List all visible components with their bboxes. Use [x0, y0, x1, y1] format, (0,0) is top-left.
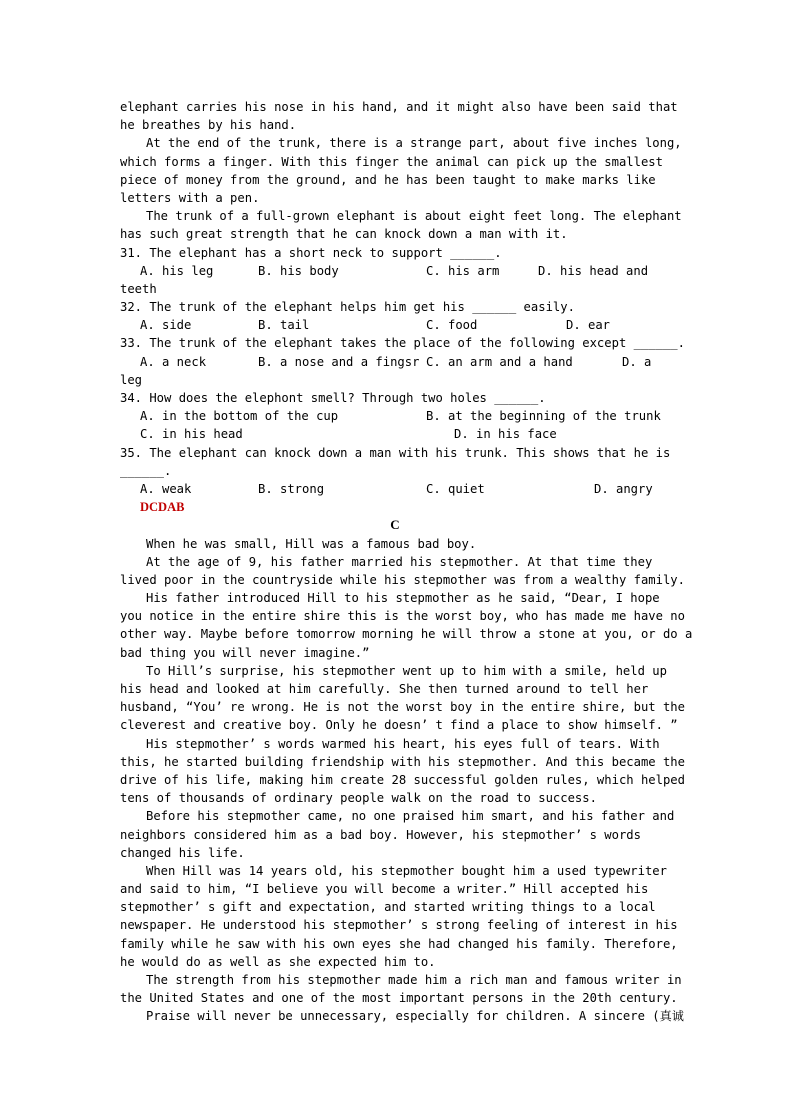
text-line: you notice in the entire shire this is the worst boy, who has made me have no	[120, 609, 685, 624]
text-line: lived poor in the countryside while his stepmother was from a wealthy family.	[120, 572, 685, 587]
option-row	[120, 407, 670, 425]
text-line: At the age of 9, his father married his stepmother. At that time they	[146, 554, 653, 569]
option-b: B. his body	[258, 263, 339, 278]
section-title: C	[390, 517, 400, 533]
text-line: husband, “You’ re wrong. He is not the worst boy in the entire shire, but the	[120, 700, 685, 715]
text-line: The trunk of a full-grown elephant is about eight feet long. The elephant	[146, 209, 682, 224]
section-c-passage	[120, 535, 693, 1026]
text-line: His stepmother’ s words warmed his heart, his eyes full of tears. With	[146, 736, 660, 751]
option-d: D. his head and	[538, 263, 649, 278]
text-line: leg	[120, 372, 143, 387]
text-line: stepmother’ s gift and expectation, and started writing things to a local	[120, 900, 656, 915]
text-line: cleverest and creative boy. Only he doesn’ t find a place to show himself. ”	[120, 718, 678, 733]
option-row	[120, 262, 670, 280]
text-line: letters with a pen.	[120, 190, 260, 205]
text-line: he would do as well as she expected him to.	[120, 954, 436, 969]
text-line: his head and looked at him carefully. She then turned around to tell her	[120, 682, 649, 696]
text-line: family while he saw with his own eyes she had changed his family. Therefore,	[120, 936, 678, 951]
option-c: C. quiet	[426, 481, 485, 496]
question-34	[120, 389, 670, 444]
question-stem: 34. How does the elephont smell? Through two holes ______.	[120, 391, 546, 405]
text-line: neighbors considered him as a bad boy. However, his stepmother’ s words	[120, 827, 641, 842]
option-a: A. in the bottom of the cup	[140, 409, 339, 424]
option-b: B. tail	[258, 318, 310, 333]
document-page	[120, 98, 693, 1026]
option-d: D. angry	[594, 481, 653, 496]
answer-key: DCDAB	[140, 500, 185, 515]
option-c: C. his arm	[426, 263, 500, 278]
text-line: this, he started building friendship with his stepmother. And this became the	[120, 754, 685, 769]
text-line: Before his stepmother came, no one praised him smart, and his father and	[146, 809, 675, 824]
text-line: piece of money from the ground, and he has been taught to make marks like	[120, 172, 656, 187]
text-line: teeth	[120, 281, 157, 296]
option-row	[120, 316, 670, 334]
text-line: bad thing you will never imagine.”	[120, 645, 370, 660]
option-c: C. an arm and a hand	[426, 354, 573, 369]
question-stem: 35. The elephant can knock down a man with his trunk. This shows that he is	[120, 445, 671, 460]
option-d: D. in his face	[454, 427, 557, 442]
text-line: tens of thousands of ordinary people walk on the road to success.	[120, 791, 597, 806]
text-line: he breathes by his hand.	[120, 118, 297, 133]
text-line: has such great strength that he can knock down a man with it.	[120, 227, 568, 242]
question-stem: 33. The trunk of the elephant takes the place of the following except ______.	[120, 336, 685, 351]
option-d: D. a	[622, 354, 652, 369]
option-a: A. a neck	[140, 354, 207, 369]
option-row	[120, 425, 670, 443]
text-line: His father introduced Hill to his stepmother as he said, “Dear, I hope	[146, 591, 660, 606]
text-line: At the end of the trunk, there is a strange part, about five inches long,	[146, 136, 682, 151]
option-b: B. strong	[258, 481, 325, 496]
option-row	[120, 480, 670, 498]
text-line: The strength from his stepmother made him a rich man and famous writer in	[146, 973, 682, 987]
text-line: other way. Maybe before tomorrow morning he will throw a stone at you, or do a	[120, 627, 693, 642]
text-line: changed his life.	[120, 845, 245, 860]
question-35	[120, 444, 670, 499]
text-line: and said to him, “I believe you will become a writer.” Hill accepted his	[120, 882, 649, 897]
text-line: Praise will never be unnecessary, especially for children. A sincere (真诚	[146, 1009, 684, 1024]
passage-b-tail	[120, 98, 682, 244]
option-b: B. a nose and a fingsr	[258, 354, 420, 369]
option-row	[120, 353, 670, 371]
question-stem: 32. The trunk of the elephant helps him get his ______ easily.	[120, 300, 575, 315]
text-line: the United States and one of the most important persons in the 20th century.	[120, 991, 678, 1006]
text-line: When Hill was 14 years old, his stepmother bought him a used typewriter	[146, 863, 667, 878]
option-d: D. ear	[566, 318, 611, 333]
option-a: A. his leg	[140, 263, 214, 278]
option-a: A. weak	[140, 481, 192, 496]
text-line: ______.	[120, 463, 172, 478]
text-line: To Hill’s surprise, his stepmother went up to him with a smile, held up	[146, 663, 667, 678]
question-31	[120, 244, 670, 299]
option-c: C. food	[426, 318, 478, 333]
question-32	[120, 298, 670, 334]
text-line: drive of his life, making him create 28 successful golden rules, which helped	[120, 772, 685, 787]
text-line: which forms a finger. With this finger the animal can pick up the smallest	[120, 154, 663, 169]
question-stem: 31. The elephant has a short neck to support ______.	[120, 245, 502, 260]
text-line: elephant carries his nose in his hand, and it might also have been said that	[120, 100, 678, 114]
text-line: When he was small, Hill was a famous bad boy.	[146, 536, 477, 551]
text-line: newspaper. He understood his stepmother’ s strong feeling of interest in his	[120, 918, 678, 933]
option-b: B. at the beginning of the trunk	[426, 409, 661, 424]
option-c: C. in his head	[140, 427, 243, 442]
question-33	[120, 334, 685, 389]
option-a: A. side	[140, 318, 192, 333]
